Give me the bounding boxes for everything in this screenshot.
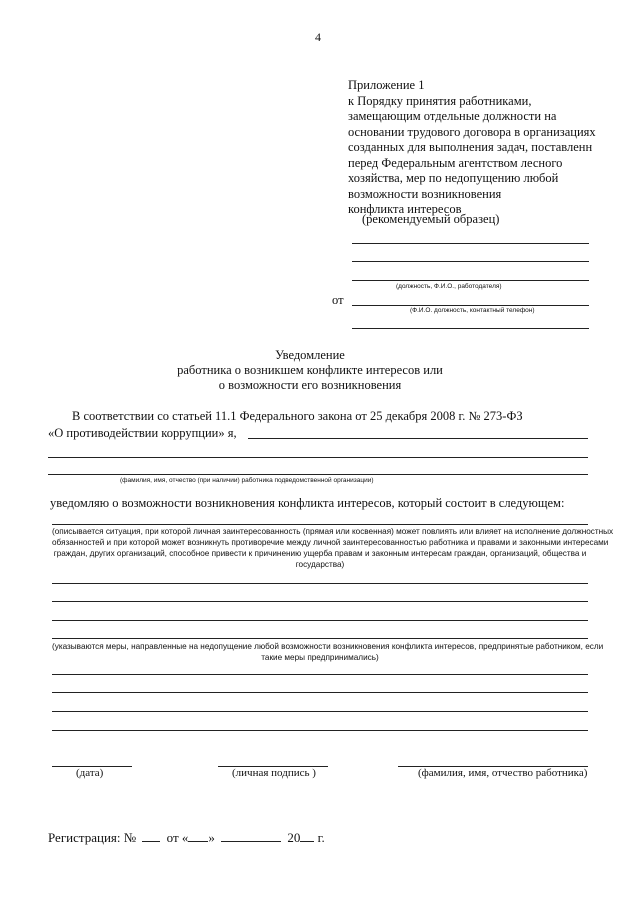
employer-caption: (должность, Ф.И.О., работодателя) (396, 283, 502, 290)
sample-note: (рекомендуемый образец) (362, 212, 500, 226)
measures-field-2[interactable] (52, 692, 588, 693)
situation-caption-line: государства) (295, 560, 345, 569)
registration-year-prefix: 20 (287, 830, 301, 845)
appendix-line: хозяйства, мер по недопущению любой (348, 171, 559, 185)
from-label: от (332, 293, 344, 307)
situation-caption-line: граждан, других организаций, способное привести к причинению ущерба правам и законным интересам граждан, организаций, общества и (53, 549, 587, 558)
registration-number-field[interactable] (142, 841, 160, 842)
title-line-1: Уведомление (275, 348, 345, 362)
registration-year-field[interactable] (300, 841, 314, 842)
employee-line-2[interactable] (352, 328, 589, 329)
situation-field-1[interactable] (52, 524, 588, 525)
title-line-3: о возможности его возникновения (218, 378, 402, 392)
situation-caption-line: (описывается ситуация, при которой личная заинтересованность (прямая или косвенная) может повлиять или влияет на исполнение должностных (52, 527, 614, 536)
measures-caption-line: такие меры предпринимались) (261, 653, 379, 662)
measures-caption (52, 641, 604, 663)
measures-caption-line: (указываются меры, направленные на недопущение любой возможности возникновения конфликта интересов, предпринятые работником, если (52, 642, 604, 651)
date-label: (дата) (76, 767, 104, 779)
registration-day-field[interactable] (188, 841, 208, 842)
notify-line: уведомляю о возможности возникновения конфликта интересов, который состоит в следующем: (50, 496, 565, 510)
document-title (160, 348, 460, 393)
registration-from: от « (166, 830, 189, 845)
employer-line-2[interactable] (352, 261, 589, 262)
employee-name-field[interactable] (248, 438, 588, 439)
registration-month-field[interactable] (221, 841, 281, 842)
appendix-line: Приложение 1 (348, 78, 425, 92)
title-line-2: работника о возникшем конфликте интересов или (177, 363, 443, 377)
employee-line-1[interactable] (352, 305, 589, 306)
appendix-line: перед Федеральным агентством лесного (348, 155, 563, 170)
appendix-line: основании трудового договора в организациях (348, 124, 596, 139)
appendix-block (348, 78, 596, 218)
law-reference-line: В соответствии со статьей 11.1 Федерального закона от 25 декабря 2008 г. № 273-ФЗ (72, 409, 523, 423)
appendix-line: к Порядку принятия работниками, (348, 93, 532, 108)
measures-field-4[interactable] (52, 730, 588, 731)
employee-name-field-3[interactable] (48, 474, 588, 475)
signature-label: (личная подпись ) (232, 767, 316, 779)
measures-field-3[interactable] (52, 711, 588, 712)
situation-field-3[interactable] (52, 601, 588, 602)
name-caption: (фамилия, имя, отчество (при наличии) работника подведомственной организации) (120, 477, 374, 484)
situation-field-2[interactable] (52, 583, 588, 584)
situation-caption (52, 526, 614, 570)
employer-line-3[interactable] (352, 280, 589, 281)
employee-name-field-2[interactable] (48, 457, 588, 458)
situation-caption-line: обязанностей и при которой может возникнуть противоречие между личной заинтересованностью работника и правами и законными интересами (52, 538, 609, 547)
employer-line-1[interactable] (352, 243, 589, 244)
registration-row (48, 830, 325, 846)
appendix-line: возможности возникновения (348, 186, 502, 201)
appendix-line: замещающим отдельные должности на (348, 109, 557, 123)
appendix-line: конфликта интересов (348, 202, 462, 216)
appendix-line: созданных для выполнения задач, поставленн (348, 140, 593, 154)
situation-field-5[interactable] (52, 638, 588, 639)
registration-label: Регистрация: № (48, 830, 137, 845)
situation-field-4[interactable] (52, 620, 588, 621)
employee-caption: (Ф.И.О. должность, контактный телефон) (410, 307, 535, 314)
registration-year-suffix: г. (317, 830, 325, 845)
page-number: 4 (315, 30, 321, 44)
worker-name-label: (фамилия, имя, отчество работника) (418, 767, 588, 779)
measures-field-1[interactable] (52, 674, 588, 675)
registration-close-quote: » (208, 830, 215, 845)
law-title-line: «О противодействии коррупции» я, (48, 426, 237, 440)
